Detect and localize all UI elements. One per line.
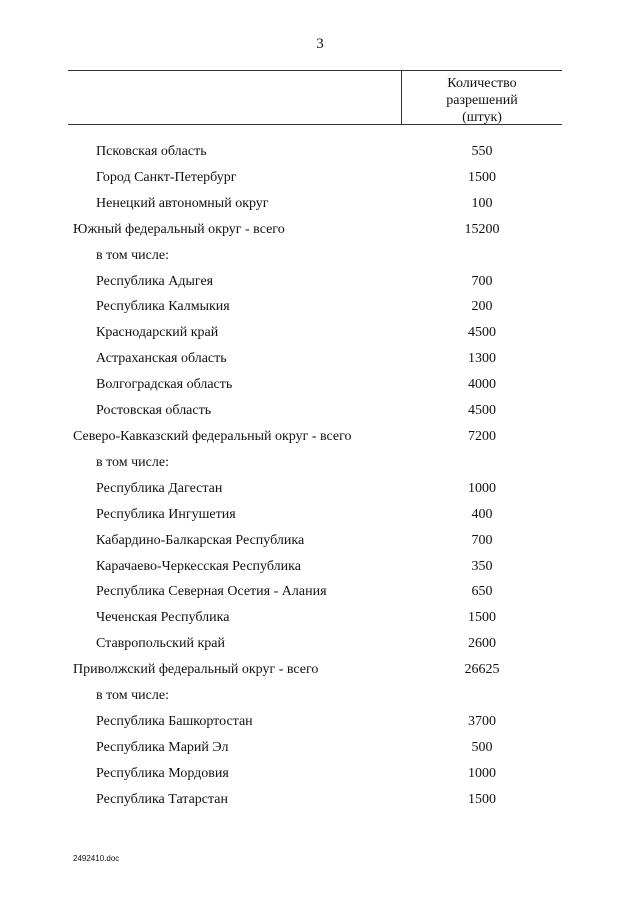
permit-count: 1500 — [468, 791, 496, 807]
table-header — [68, 70, 562, 125]
permit-count: 650 — [471, 584, 493, 600]
district-total-row — [0, 425, 640, 451]
table-body — [0, 140, 640, 814]
table-row — [0, 762, 640, 788]
region-name: в том числе: — [96, 454, 169, 470]
permit-count: 500 — [471, 739, 493, 755]
table-row — [0, 736, 640, 762]
district-total-row — [0, 658, 640, 684]
table-row — [0, 632, 640, 658]
district-total-row — [0, 218, 640, 244]
permit-count: 15200 — [464, 221, 500, 237]
permit-count: 3700 — [468, 713, 496, 729]
permit-count: 350 — [471, 558, 493, 574]
region-name: Город Санкт-Петербург — [96, 169, 237, 185]
value-column-header-line: Количество — [447, 76, 517, 91]
permit-count: 1000 — [468, 765, 496, 781]
table-row — [0, 192, 640, 218]
table-row — [0, 321, 640, 347]
permit-count: 400 — [471, 506, 493, 522]
table-top-rule — [68, 70, 562, 71]
region-name: Ставропольский край — [96, 636, 225, 652]
region-name: Чеченская Республика — [96, 610, 230, 626]
region-name: Ростовская область — [96, 403, 212, 419]
region-name: Южный федеральный округ - всего — [73, 221, 285, 237]
table-row — [0, 244, 640, 270]
table-header-rule — [68, 124, 562, 125]
value-column-header-line: (штук) — [462, 110, 502, 125]
table-row — [0, 373, 640, 399]
region-name: Республика Ингушетия — [96, 506, 236, 522]
permit-count: 200 — [471, 299, 493, 315]
value-column-header-line: разрешений — [446, 93, 518, 108]
permit-count: 7200 — [468, 428, 496, 444]
region-name: Республика Калмыкия — [96, 299, 230, 315]
region-name: Республика Северная Осетия - Алания — [96, 584, 327, 600]
region-name: в том числе: — [96, 247, 169, 263]
table-row — [0, 295, 640, 321]
permit-count: 1300 — [468, 351, 496, 367]
permit-count: 1500 — [468, 169, 496, 185]
region-name: Карачаево-Черкесская Республика — [96, 558, 301, 574]
table-row — [0, 529, 640, 555]
permit-count: 100 — [471, 195, 493, 211]
permit-count: 4000 — [468, 377, 496, 393]
permit-count: 1500 — [468, 610, 496, 626]
region-name: Республика Адыгея — [96, 273, 214, 289]
region-name: Республика Марий Эл — [96, 739, 229, 755]
table-row — [0, 684, 640, 710]
table-row — [0, 140, 640, 166]
permit-count: 550 — [471, 144, 493, 159]
permit-count: 700 — [471, 532, 493, 548]
table-row — [0, 166, 640, 192]
page-number: 3 — [316, 36, 324, 52]
region-name: Краснодарский край — [96, 325, 219, 341]
permit-count: 26625 — [464, 662, 500, 678]
region-name: Ненецкий автономный округ — [96, 195, 269, 211]
region-name: Республика Мордовия — [96, 765, 229, 781]
permit-count: 1000 — [468, 480, 496, 496]
table-row — [0, 580, 640, 606]
region-name: Астраханская область — [96, 351, 227, 367]
table-row — [0, 399, 640, 425]
region-name: Северо-Кавказский федеральный округ - всего — [73, 428, 352, 444]
table-row — [0, 451, 640, 477]
permit-count: 700 — [471, 273, 493, 289]
table-row — [0, 555, 640, 581]
table-row — [0, 270, 640, 296]
table-row — [0, 788, 640, 814]
region-name: Кабардино-Балкарская Республика — [96, 532, 305, 548]
region-name: Республика Татарстан — [96, 791, 229, 807]
region-name: в том числе: — [96, 688, 169, 704]
permit-count: 4500 — [468, 325, 496, 341]
region-name: Волгоградская область — [96, 377, 233, 393]
table-row — [0, 477, 640, 503]
table-row — [0, 710, 640, 736]
region-name: Республика Дагестан — [96, 480, 223, 496]
file-name-footer: 2492410.doc — [73, 854, 120, 863]
table-row — [0, 347, 640, 373]
table-row — [0, 606, 640, 632]
region-name: Приволжский федеральный округ - всего — [73, 662, 319, 678]
permit-count: 4500 — [468, 403, 496, 419]
permit-count: 2600 — [468, 636, 496, 652]
table-row — [0, 503, 640, 529]
region-name: Республика Башкортостан — [96, 713, 253, 729]
region-name: Псковская область — [96, 144, 207, 159]
value-column-header — [402, 75, 562, 126]
